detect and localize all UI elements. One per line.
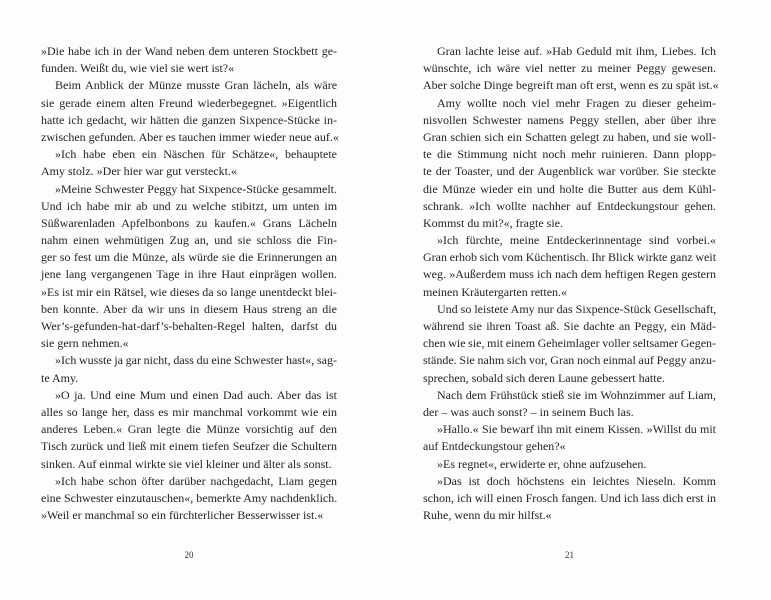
text-line: »Das ist doch höchstens ein leichtes Nieseln. Komm <box>437 473 716 488</box>
text-line: »O ja. Und eine Mum und einen Dad auch. Aber das ist <box>55 387 338 402</box>
text-line: auf Entdeckungstour gehen?« <box>423 439 566 454</box>
text-line: Wer’s-gefunden-hat-darf’s-behalten-Regel halten, darfst du <box>41 319 337 333</box>
book-page-right <box>423 43 719 583</box>
text-line: sprechen, sobald sich deren Laune gebessert hatte. <box>423 370 665 385</box>
text-line: »Weil er manchmal so ein fürchterlicher Besserwisser ist.« <box>41 508 324 523</box>
text-line: die Münze wieder ein und holte die Butter aus dem Kühl- <box>423 181 716 196</box>
paragraph <box>423 387 716 421</box>
text-line: wünschte, ich wäre viel netter zu meiner Peggy gewesen. <box>423 61 716 76</box>
text-line: Nach dem Frühstück stieß sie im Wohnzimmer auf Liam, <box>437 387 717 402</box>
text-line: meinen Kräutergarten retten.« <box>423 284 568 299</box>
text-line: chen wie sie, mit einem Geheimlager voller seltsamer Gegen- <box>423 336 717 351</box>
text-line: schrank. »Ich wollte nachher auf Entdeckungstour gehen. <box>423 198 717 213</box>
text-line: »Ich habe eben ein Näschen für Schätze«, behauptete <box>55 147 337 162</box>
text-line: Beim Anblick der Münze musste Gran lächeln, als wäre <box>55 78 338 93</box>
text-line: weg. »Außerdem muss ich nach dem heftigen Regen gestern <box>423 267 716 282</box>
text-line: schon, ich will einen Frosch fangen. Und ich lass dich erst in <box>423 490 717 505</box>
text-line: hatte ich gedacht, wir hätten die ganzen Sixpence-Stücke in- <box>41 112 337 127</box>
page-text <box>41 43 337 524</box>
text-line: nahm einen wehmütigen Zug an, und sie schloss die Fin- <box>41 233 337 248</box>
text-line: eine Schwester einzutauschen«, bemerkte Amy nachdenklich. <box>41 490 338 505</box>
text-line: sie gerade einem alten Freund wiederbegegnet. »Eigentlich <box>41 95 337 110</box>
paragraph <box>423 232 716 301</box>
text-line: »Hallo.« Sie bewarf ihn mit einem Kissen. »Willst du mit <box>437 422 717 437</box>
text-line: Amy wollte noch viel mehr Fragen zu dieser geheim- <box>437 95 716 110</box>
paragraph <box>41 181 337 353</box>
paragraph <box>423 301 716 387</box>
text-line: ger so fest um die Münze, als würde sie die Erinnerungen an <box>41 250 337 265</box>
book-page-left <box>41 43 337 583</box>
text-line: Tisch zurück und ließ mit einem tiefen Seufzer die Schultern <box>41 439 337 454</box>
paragraph <box>423 473 716 525</box>
paragraph <box>423 43 719 95</box>
paragraph <box>41 387 337 473</box>
text-line: Amy stolz. »Der hier war gut versteckt.« <box>41 164 237 179</box>
text-line: Gran schien sich ein Schatten gelegt zu haben, und sie woll- <box>423 129 717 144</box>
text-line: Und ich habe mir ab und zu welche stibitzt, um unten im <box>41 198 338 213</box>
text-line: Gran lachte leise auf. »Hab Geduld mit ihm, Liebes. Ich <box>437 44 716 58</box>
paragraph <box>41 473 337 525</box>
text-line: »Es ist mir ein Rätsel, wie dieses da so lange unentdeckt blei- <box>41 284 337 299</box>
text-line: »Ich wusste ja gar nicht, dass du eine Schwester hast«, sag- <box>55 353 337 368</box>
text-line: anderes Leben.« Gran legte die Münze vorsichtig auf den <box>41 422 337 437</box>
text-line: zwischen gefunden. Aber es tauchen immer wieder neue auf.« <box>41 129 339 144</box>
paragraph <box>41 352 337 386</box>
text-line: alles so lange her, dass es mir manchmal vorkommt wie ein <box>41 404 337 419</box>
text-line: »Ich habe schon öfter darüber nachgedacht, Liam gegen <box>55 473 338 488</box>
text-line: der – was auch sonst? – in seinem Buch las. <box>423 404 634 419</box>
paragraph <box>423 421 716 455</box>
text-line: Ruhe, wenn du mir hilfst.« <box>423 508 552 523</box>
text-line: »Ich fürchte, meine Entdeckerinnentage sind vorbei.« <box>437 233 716 248</box>
text-line: Gran erhob sich vom Küchentisch. Ihr Blick wirkte ganz weit <box>423 250 717 265</box>
page-number-right: 21 <box>565 550 574 560</box>
text-line: ben konnte. Aber da wir uns in diesem Haus streng an die <box>41 301 337 316</box>
text-line: »Die habe ich in der Wand neben dem unteren Stockbett ge- <box>41 44 338 58</box>
text-line: »Meine Schwester Peggy hat Sixpence-Stücke gesammelt. <box>55 181 338 196</box>
text-line: Aber solche Dinge begreift man oft erst, wenn es zu spät ist.« <box>423 78 719 93</box>
text-line: sie gern nehmen.« <box>41 336 129 351</box>
text-line: stände. Sie nahm sich vor, Gran noch einmal auf Peggy anzu- <box>423 353 717 368</box>
text-line: Und so leistete Amy nur das Sixpence-Stück Gesellschaft, <box>437 301 717 316</box>
text-line: während sie ihren Toast aß. Sie dachte an Peggy, ein Mäd- <box>423 319 716 333</box>
text-line: sinken. Auf einmal wirkte sie viel kleiner und älter als sonst. <box>41 456 332 471</box>
text-line: Süßwarenladen Apfelbonbons zu kaufen.« Grans Lächeln <box>41 215 337 230</box>
text-line: »Es regnet«, erwiderte er, ohne aufzusehen. <box>437 456 647 471</box>
text-line: Kommst du mit?«, fragte sie. <box>423 215 563 230</box>
text-line: te der Toaster, und der Augenblick war vorüber. Sie steckte <box>423 164 717 179</box>
text-line: te Amy. <box>41 370 79 385</box>
page-text <box>423 43 719 524</box>
paragraph <box>41 77 337 146</box>
text-line: funden. Weißt du, wie viel sie wert ist?« <box>41 61 235 76</box>
text-line: jene lang vergangenen Tage in ihre Haut einprägen wollen. <box>41 267 337 282</box>
paragraph <box>41 146 337 180</box>
paragraph <box>423 95 716 233</box>
text-line: nisvollen Schwester namens Peggy stellen, aber über ihre <box>423 112 717 127</box>
page-number-left: 20 <box>184 550 194 560</box>
text-line: te die Stimmung nicht noch mehr ruinieren. Dann plopp- <box>423 147 717 162</box>
paragraph <box>41 43 337 77</box>
paragraph <box>423 456 716 473</box>
